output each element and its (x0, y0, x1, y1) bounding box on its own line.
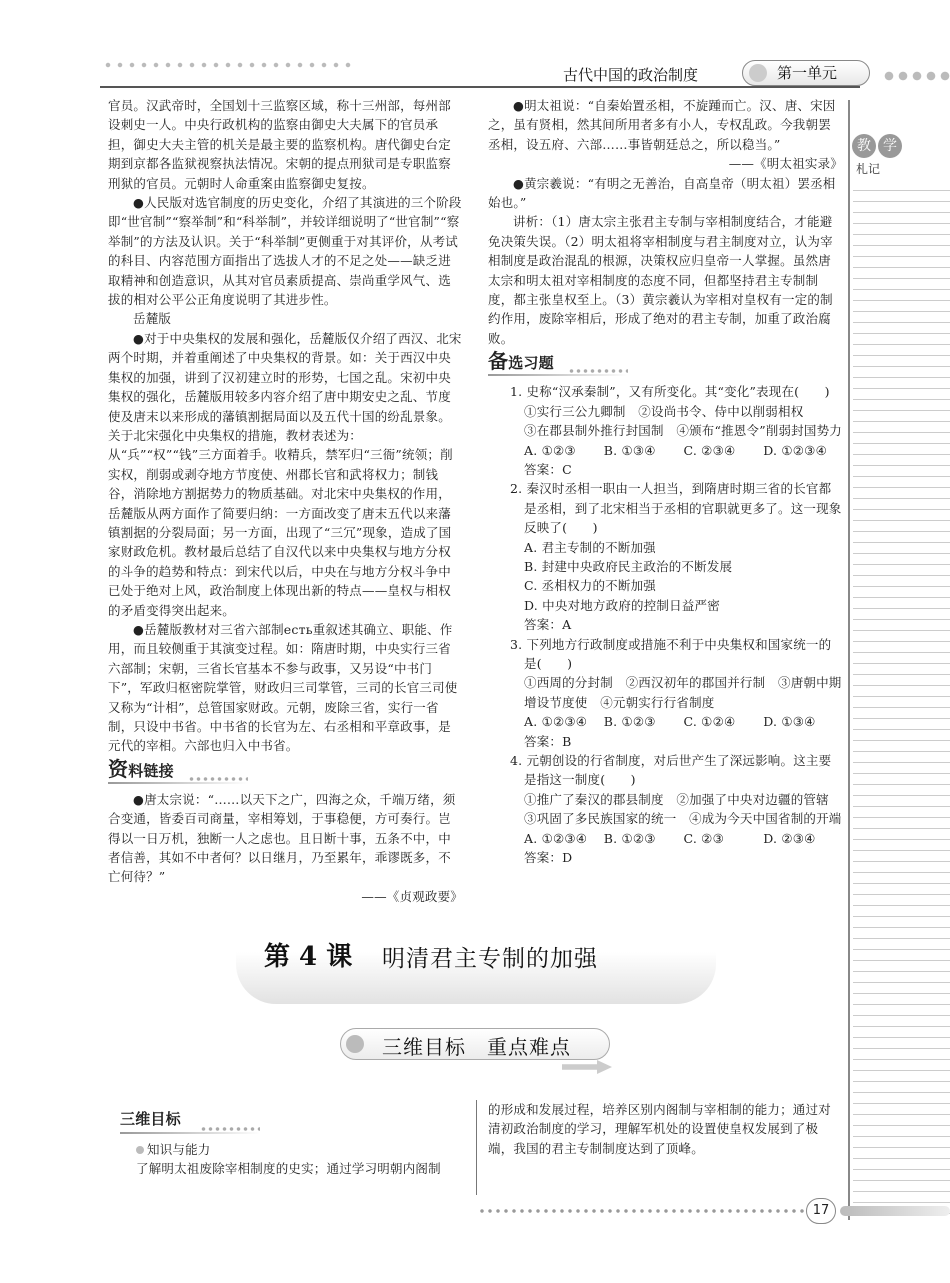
section-label: 岳麓版 (133, 311, 172, 327)
quote-paragraph: ●明太祖说：“自秦始置丞相，不旋踵而亡。汉、唐、宋因之，虽有贤相，然其间所用者多有小人，专权乱政。今我朝罢丞相，设五府、六部……事皆朝廷总之，所以稳当。” (488, 98, 836, 152)
resource-head-first-char: 资 (108, 756, 129, 781)
question-option: ①实行三公九卿制 ②设尚书令、侍中以削弱相权 (524, 403, 804, 419)
quote-source: ——《明太祖实录》 (728, 156, 843, 172)
choice: A. ①②③④ (524, 830, 588, 846)
paragraph: ●对于中央集权的发展和强化，岳麓版仅介绍了西汉、北宋两个时期，并着重阐述了中央集权的背景。如：关于西汉中央集权的加强，讲到了汉初建立时的形势，七国之乱。宋初中央集权的强化，岳麓版用较多内容介绍了唐中期安史之乱、节度使及唐末以来形成的藩镇割据局面以及五代十国的纷乱景象。关于北宋强化中央集权的措施，教材表述为：从“兵”“权”“钱”三方面着手。收精兵，禁军归“三衙”统领；削实权，削弱或剥夺地方节度使、州郡长官和武将权力；制钱谷，消除地方割据势力的物质基础。对北宋中央集权的作用，岳麓版从两方面作了简要归纳：一方面改变了唐末五代以来藩镇割据的分裂局面；另一方面，出现了“三冗”现象，造成了国家财政危机。教材最后总结了自汉代以来中央集权与地方分权的斗争的趋势和特点：到宋代以后，中央在与地方分权斗争中已处于绝对上风，政治制度上体现出新的特点——皇权与相权的矛盾变得突出起来。 (108, 330, 462, 618)
question-stem: 4. 元朝创设的行省制度，对后世产生了深远影响。这主要是指这一制度( ) (510, 753, 832, 788)
goals-right (488, 1100, 843, 1158)
header-dot-strip (102, 60, 352, 70)
margin-tag-xue: 学 (878, 134, 902, 158)
question-option: ③在郡县制外推行封国制 ④颁布“推恩令”削弱封国势力 (524, 423, 842, 439)
goals-subhead (136, 1140, 466, 1159)
left-column (108, 96, 463, 906)
goals-subhead-text: 知识与能力 (147, 1142, 211, 1157)
footer-tail (840, 1206, 950, 1216)
choice: C. ①②④ (683, 714, 736, 730)
goals-banner (340, 1028, 612, 1078)
header-book-title: 古代中国的政治制度 (563, 66, 699, 84)
question-option: ①推广了秦汉的郡县制度 ②加强了中央对边疆的管辖 ③巩固了多民族国家的统一 ④成为今天中国省制的开端 (524, 791, 842, 827)
resource-head-rest: 料链接 (128, 761, 174, 780)
choice: D. ①③④ (763, 714, 816, 730)
analysis-paragraph: 讲析：（1）唐太宗主张君主专制与宰相制度结合，才能避免决策失误。（2）明太祖将宰相制度与君主制度对立，认为宰相制度是政治混乱的根源，决策权应归皇帝一人掌握。虽然唐太宗和明太祖对宰相制度的态度不同，但都坚持君主专制制度，都主张皇权至上。（3）黄宗羲认为宰相对皇权有一定的制约作用，废除宰相后，形成了绝对的君主专制，加重了政治腐败。 (488, 214, 833, 346)
choice-row (510, 829, 843, 848)
footer-dots (478, 1208, 804, 1214)
margin-divider (848, 100, 850, 1220)
paragraph: ●岳麓版教材对三省六部制есть重叙述其确立、职能、作用，而且较侧重于其演变过程。如：隋唐时期，中央实行三省六部制；宋朝，三省长官基本不参与政事，又另设“中书门下”，军政归枢密院掌管，财政归三司掌管，三司的长官三司使又称为“计相”，总管国家财政。元朝，废除三省，实行一省制，只设中书省。中书省的长官为左、右丞相和平章政事，是元代的宰相。六部也归入中书省。 (108, 621, 458, 754)
choice-row (510, 712, 843, 731)
goals-text: 了解明太祖废除宰相制度的史实；通过学习明朝内阁制 (136, 1161, 441, 1177)
decor-bar (120, 1132, 260, 1134)
quote-paragraph: ●唐太宗说：“……以天下之广，四海之众，千端万绪，须合变通，皆委百司商量，宰相筹划，于事稳便，方可奏行。岂得以一日万机，独断一人之虑也。且日断十事，五条不中，中者信善，其如不中者何？以日继月，乃至累年，乖谬既多，不亡何待？” (108, 791, 456, 885)
decor-bar (488, 374, 628, 376)
question-stem: 3. 下列地方行政制度或措施不利于中央集权和国家统一的是( ) (510, 636, 832, 671)
choice: C. ②③④ (683, 442, 736, 458)
paragraph: 官员。汉武帝时，全国划十三监察区域，称十三州部，每州部设刺史一人。中央行政机构的监察由御史大夫属下的官员承担，御史大夫主管的机关是最主要的监察机构。唐代御史台定期到京都各监狱视察执法情况。宋朝的提点刑狱司是专职监察刑狱的官员。元朝时人命重案由监察御史复按。 (108, 98, 451, 191)
paragraph: ●人民版对选官制度的历史变化，介绍了其演进的三个阶段即“世官制”“察举制”和“科举制”，并较详细说明了“世官制”“察举制”的方法及认识。关于“科举制”更侧重于对其评价，从考试的科目、内容范围方面指出了选拔人才的不足之处——缺乏进取精神和创造意识，从其对官员素质提高、崇尚重学风气、选拔的相对公平公正角度说明了其进步性。 (108, 195, 462, 308)
exercise-head-rest: 选习题 (508, 354, 554, 373)
right-column (488, 96, 843, 867)
answer: 答案：D (524, 850, 573, 866)
answer: 答案：B (524, 733, 572, 749)
choice: B. ①②③ (603, 830, 656, 846)
banner-circle-icon (346, 1035, 364, 1053)
question-option: A. 君主专制的不断加强 (524, 539, 656, 555)
question-stem: 2. 秦汉时丞相一职由一人担当，到隋唐时期三省的长官都是丞相，到了北宋相当于丞相的官职就更多了。这一现象反映了( ) (510, 481, 842, 536)
question-option: B. 封建中央政府民主政治的不断发展 (524, 558, 733, 574)
choice: B. ①③④ (603, 442, 656, 458)
goals-banner-text: 三维目标 重点难点 (382, 1035, 571, 1059)
question-option: D. 中央对地方政府的控制日益严密 (524, 597, 720, 613)
lesson-number: 第 4 课 (264, 942, 353, 972)
exercise-section-head (488, 349, 843, 380)
choice: A. ①②③ (524, 442, 576, 458)
answer: 答案：C (524, 461, 572, 477)
question-option: ①西周的分封制 ②西汉初年的郡国并行制 ③唐朝中期增设节度使 ④元朝实行行省制度 (524, 675, 842, 710)
question-4 (510, 751, 843, 867)
quote-paragraph: ●黄宗羲说：“有明之无善治，自高皇帝（明太祖）罢丞相始也。” (488, 175, 836, 211)
choice-row (510, 441, 843, 460)
arrow-right-icon (562, 1060, 612, 1074)
choice: D. ①②③④ (763, 442, 827, 458)
choice: B. ①②③ (603, 714, 656, 730)
margin-note-lines (853, 180, 950, 1215)
lesson-banner (236, 922, 716, 1004)
choice: A. ①②③④ (524, 714, 588, 730)
exercise-head-first-char: 备 (488, 349, 509, 374)
question-stem: 1. 史称“汉承秦制”，又有所变化。其“变化”表现在( ) (510, 384, 830, 400)
question-1 (510, 382, 843, 479)
header-decor-dots (882, 70, 950, 82)
column-divider (476, 1100, 477, 1195)
goals-left (120, 1106, 466, 1179)
goals-head-text: 三维目标 (120, 1110, 181, 1128)
answer: 答案：A (524, 617, 572, 633)
goals-section-head (120, 1110, 466, 1138)
margin-tag-notes: 札记 (856, 162, 881, 176)
lesson-title: 明清君主专制的加强 (382, 946, 598, 972)
header-unit-badge: 第一单元 (742, 60, 870, 86)
page-number: 17 (806, 1198, 836, 1224)
choice: C. ②③ (683, 830, 724, 846)
decor-bar (108, 782, 248, 784)
question-3 (510, 635, 843, 751)
header-rule (100, 86, 860, 88)
choice: D. ②③④ (763, 830, 816, 846)
goals-text-cont: 的形成和发展过程，培养区别内阁制与宰相制的能力；通过对清初政治制度的学习，理解军机处的设置使皇权发展到了极端，我国的君主专制制度达到了顶峰。 (488, 1102, 831, 1156)
question-option: C. 丞相权力的不断加强 (524, 578, 656, 594)
quote-source: ——《贞观政要》 (361, 888, 463, 904)
margin-tag-jiao: 教 (852, 134, 876, 158)
question-2 (510, 479, 843, 634)
resource-section-head (108, 756, 463, 788)
